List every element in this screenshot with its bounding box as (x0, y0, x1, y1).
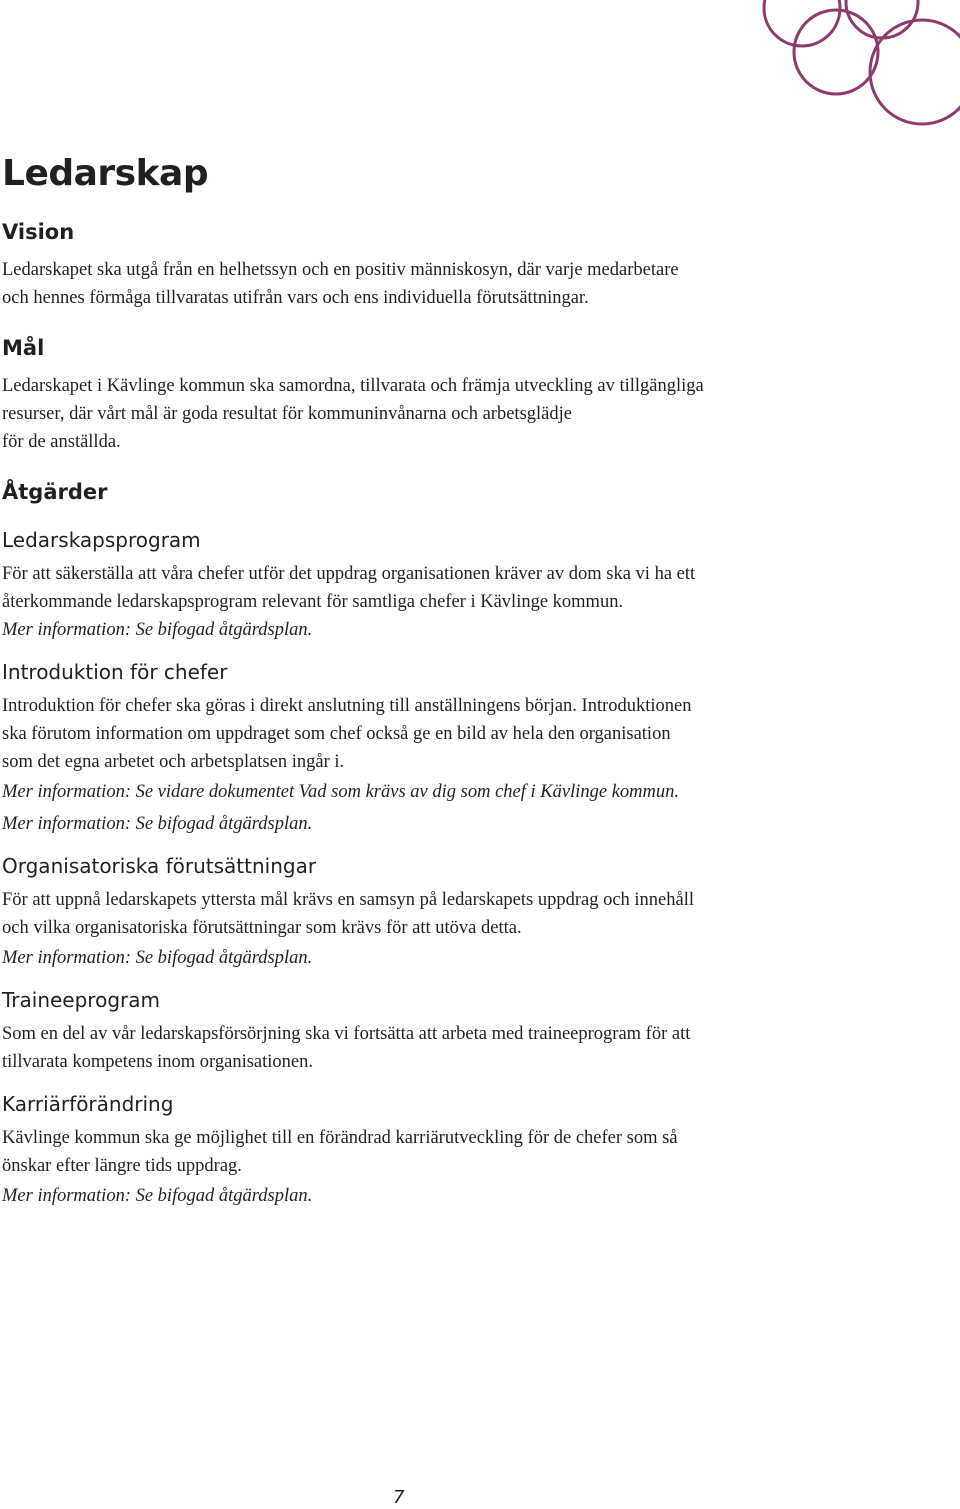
more-info-note: Mer information: Se bifogad åtgärdsplan. (2, 620, 313, 640)
body-line: återkommande ledarskapsprogram relevant för samtliga chefer i Kävlinge kommun. (2, 592, 624, 612)
traineeprogram-subsection (2, 986, 822, 1076)
atgarder-section (2, 478, 822, 1210)
decorative-circles (740, 0, 960, 140)
ledarskapsprogram-heading: Ledarskapsprogram (2, 528, 201, 552)
page-number: 7 (393, 1487, 405, 1508)
traineeprogram-heading: Traineeprogram (2, 988, 160, 1012)
body-line: Introduktion för chefer ska göras i direkt anslutning till anställningens början. Introduktionen (2, 696, 692, 716)
mal-heading: Mål (2, 336, 45, 360)
introduktion-subsection (2, 658, 822, 838)
karriarforandring-heading: Karriärförändring (2, 1092, 174, 1116)
organisatoriska-heading: Organisatoriska förutsättningar (2, 854, 317, 878)
karriarforandring-subsection (2, 1090, 822, 1210)
mal-section (2, 334, 822, 456)
mal-line: resurser, där vårt mål är goda resultat för kommuninvånarna och arbetsglädje (2, 404, 572, 424)
atgarder-heading: Åtgärder (2, 480, 108, 504)
body-line: För att säkerställa att våra chefer utför det uppdrag organisationen kräver av dom ska vi ha ett (2, 564, 696, 584)
more-info-note: Mer information: Se bifogad åtgärdsplan. (2, 948, 313, 968)
body-line: För att uppnå ledarskapets yttersta mål krävs en samsyn på ledarskapets uppdrag och innehåll (2, 890, 695, 910)
vision-line: Ledarskapet ska utgå från en helhetssyn och en positiv människosyn, där varje medarbetare (2, 260, 679, 280)
more-info-note: Mer information: Se bifogad åtgärdsplan. (2, 1186, 313, 1206)
body-line: Kävlinge kommun ska ge möjlighet till en förändrad karriärutveckling för de chefer som så (2, 1128, 678, 1148)
more-info-note: Mer information: Se bifogad åtgärdsplan. (2, 814, 313, 834)
circle-2 (846, 0, 918, 38)
body-line: som det egna arbetet och arbetsplatsen ingår i. (2, 752, 345, 772)
circle-1 (764, 0, 840, 46)
body-line: Som en del av vår ledarskapsförsörjning ska vi fortsätta att arbeta med traineeprogram för att (2, 1024, 691, 1044)
body-line: tillvarata kompetens inom organisationen. (2, 1052, 314, 1072)
vision-heading: Vision (2, 220, 75, 244)
body-line: ska förutom information om uppdraget som chef också ge en bild av hela den organisation (2, 724, 671, 744)
more-info-note: Mer information: Se vidare dokumentet Vad som krävs av dig som chef i Kävlinge kommun. (2, 782, 680, 802)
body-line: önskar efter längre tids uppdrag. (2, 1156, 242, 1176)
organisatoriska-subsection (2, 852, 822, 972)
introduktion-heading: Introduktion för chefer (2, 660, 228, 684)
ledarskapsprogram-subsection (2, 526, 822, 644)
circle-4 (870, 20, 960, 124)
mal-line: för de anställda. (2, 432, 121, 452)
page-title: Ledarskap (2, 153, 209, 194)
body-line: och vilka organisatoriska förutsättningar som krävs för att utöva detta. (2, 918, 522, 938)
main-content (2, 150, 822, 1232)
vision-line: och hennes förmåga tillvaratas utifrån vars och ens individuella förutsättningar. (2, 288, 589, 308)
vision-section (2, 218, 822, 312)
mal-line: Ledarskapet i Kävlinge kommun ska samordna, tillvarata och främja utveckling av tillgängliga (2, 376, 704, 396)
